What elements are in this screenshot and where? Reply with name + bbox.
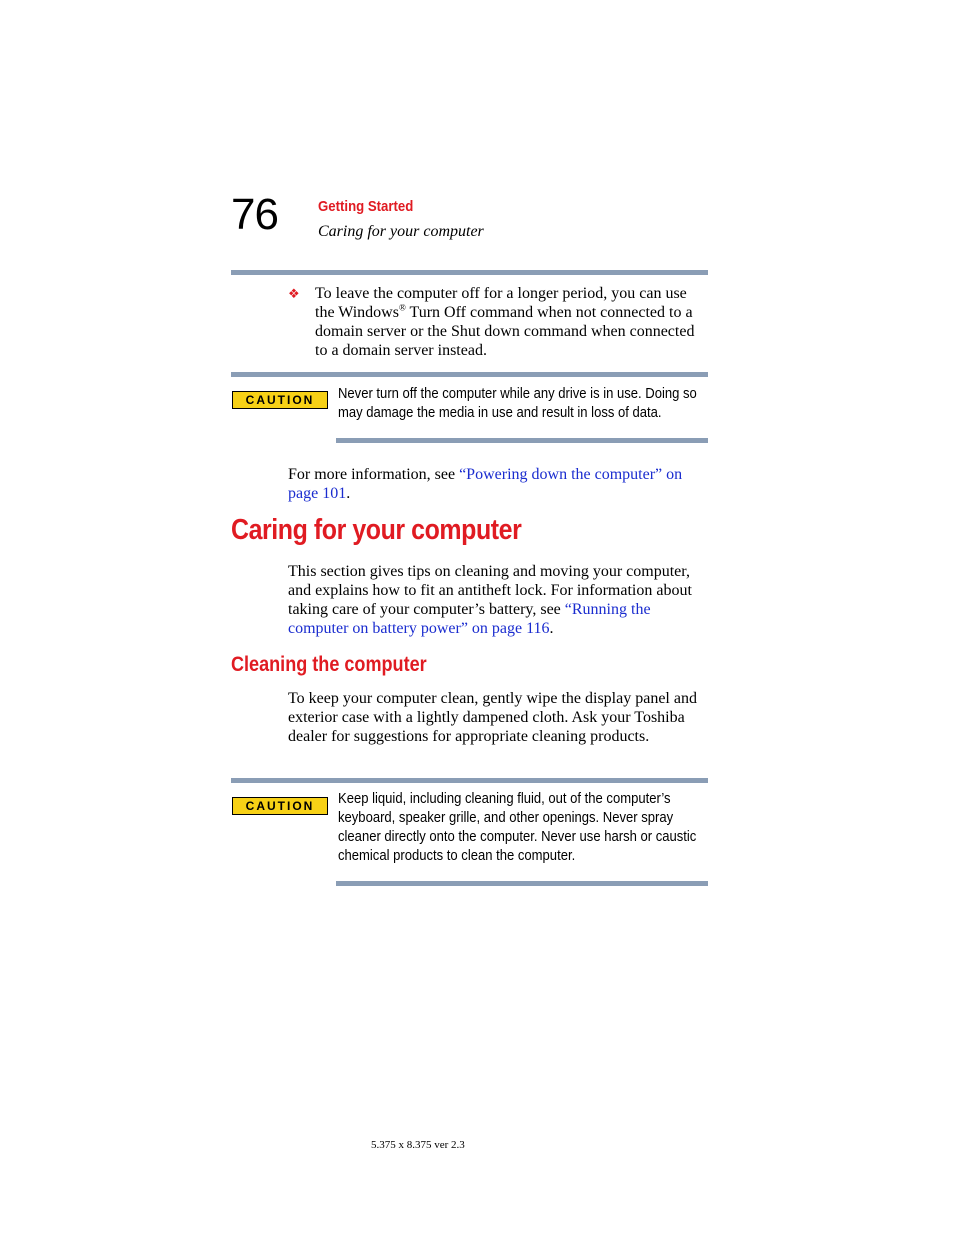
bullet-text-before: To leave the computer off for a longer period, you can use the Windows	[315, 285, 687, 321]
more-info-prefix: For more information, see	[288, 466, 460, 483]
registered-mark: ®	[398, 302, 406, 313]
powering-down-link[interactable]: “Powering down the computer” on page 101	[288, 466, 683, 502]
caution-badge: CAUTION	[232, 391, 328, 409]
caring-paragraph	[288, 562, 710, 638]
cleaning-heading: Cleaning the computer	[231, 653, 427, 676]
caring-suffix: .	[549, 620, 554, 637]
section-subtitle: Caring for your computer	[318, 223, 484, 240]
footer-version: 5.375 x 8.375 ver 2.3	[371, 1139, 465, 1151]
caution-top-rule	[231, 372, 708, 377]
caring-heading: Caring for your computer	[231, 514, 522, 546]
page-number: 76	[231, 190, 278, 239]
battery-power-link[interactable]: “Running the computer on battery power” on page 116	[288, 601, 651, 637]
caution-text: Never turn off the computer while any drive is in use. Doing so may damage the media in use and result in loss of data.	[338, 385, 697, 421]
diamond-bullet-icon: ❖	[288, 286, 300, 301]
chapter-title: Getting Started	[318, 198, 414, 215]
caring-text: This section gives tips on cleaning and moving your computer, and explains how to fit an antitheft lock. For information about taking care of your computer’s battery, see	[288, 563, 692, 618]
caution-text: Keep liquid, including cleaning fluid, out of the computer’s keyboard, speaker grille, and other openings. Never spray cleaner directly onto the computer. Never use harsh or caustic chemical products to clean the computer.	[338, 790, 697, 864]
caution-badge: CAUTION	[232, 797, 328, 815]
cleaning-paragraph: To keep your computer clean, gently wipe the display panel and exterior case with a lightly dampened cloth. Ask your Toshiba dealer for suggestions for appropriate cleaning products.	[288, 690, 697, 745]
caution-top-rule	[231, 778, 708, 783]
bullet-paragraph	[315, 284, 710, 360]
header-rule	[231, 270, 708, 275]
caution-bottom-rule	[336, 881, 708, 886]
bullet-text-after: Turn Off command when not connected to a domain server or the Shut down command when connected to a domain server instead.	[315, 304, 695, 359]
more-info-suffix: .	[346, 485, 351, 502]
more-info-paragraph	[288, 465, 710, 503]
caution-bottom-rule	[336, 438, 708, 443]
